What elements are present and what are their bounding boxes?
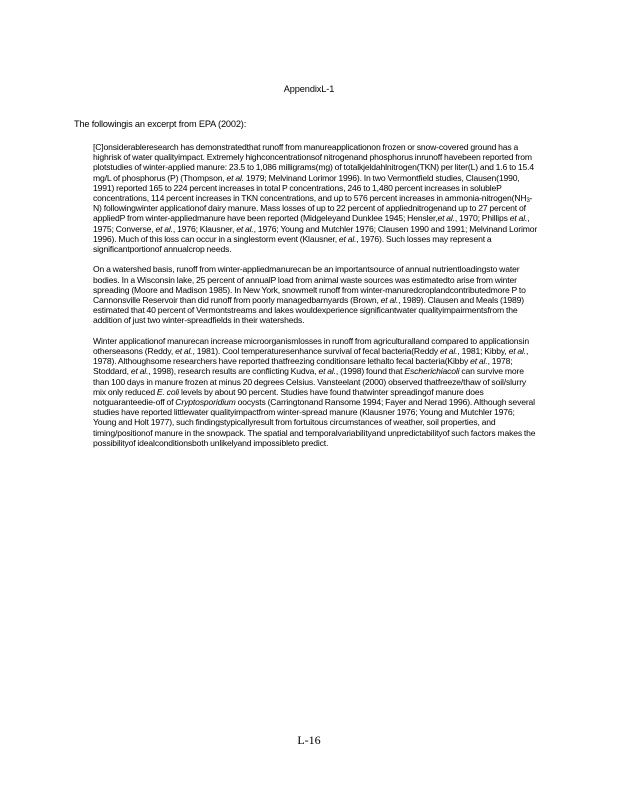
page-number: L-16 — [297, 733, 321, 747]
excerpt-paragraph-1: [C]onsiderableresearch has demonstratedthat runoff from manureapplicationon frozen or snow-covered ground has a highrisk of water qualityimpact. Extremely highconcentrationsof nitrogenand phosphorus inrunoff havebeen reported from plotstudies of winter-applied manure: 23.5 to 1,086 milligrams(mg) of totalkjeldahlnitrogen(TKN) per liter(L) and 1.6 to 15.4 mg/L of phosphorus (P) (Thompson, et al. 1979; Melvinand Lorimor 1996). In two Vermontfield studies, Clausen(1990, 1991) reported 165 to 224 percent increases in total P concentrations, 246 to 1,480 percent increases in solubleP concentrations, 114 percent increases in TKN concentrations, and up to 576 percent increases in ammonia-$nitrogen(NH_3-N)$ followingwinter applicationof dairy manure. Mass losses of up to 22 percent of appliednitrogenand up to 27 percent of appliedP from winter-appliedmanure have been reported (Midgeleyand Dunklee 1945; Hensler,et al., 1970; Phillips et al., 1975; Converse, et al., 1976; Klausner, et al., 1976; Young and Mutchler 1976; Clausen 1990 and 1991; Melvinand Lorimor 1996). Much of this loss can occur in a singlestorm event (Klausner, et al., 1976). Such losses may represent a significantportionof annualcrop needs. — [93, 142, 538, 255]
excerpt-paragraph-2: On a watershed basis, runoff from winter-appliedmanurecan be an importantsource of annual nutrientloadingsto water bodies. In a Wisconsin lake, 25 percent of annualP load from animal waste sources was estimatedto arise from winter spreading (Moore and Madison 1985). In New York, snowmelt runoff from winter-manuredcroplandcontributedmore P to Cannonsville Reservoir than did runoff from poorly managedbarnyards (Brown, et al., 1989). Clausen and Meals (1989) estimated that 40 percent of Vermontstreams and lakes wouldexperience significantwater qualityimpairmentsfrom the addition of just two winter-spreadfields in their watersheds. — [93, 264, 526, 326]
excerpt-paragraph-3: Winter applicationof manurecan increase microorganismlosses in runoff from agriculturalland compared to applicationsin otherseasons (Reddy, et al., 1981). Cool temperaturesenhance survival of fecal bacteria(Reddy et al., 1981; Kibby, et al., 1978). Althoughsome researchers have reported thatfreezing conditionsare lethalto fecal bacteria(Kibby et al., 1978; Stoddard, et al., 1998), research results are conflicting Kudva, et al., (1998) found that Escherichiacoli can survive more than 100 days in manure frozen at minus 20 degrees Celsius. Vansteelant (2000) observed thatfreeze/thaw of soil/slurry mix only reduced E. coli levels by about 90 percent. Studies have found thatwinter spreadingof manure does notguaranteedie-off of Cryptosporidium oocysts (Carringtonand Ransome 1994; Fayer and Nerad 1996). Although several studies have reported littlewater qualityimpactfrom winter-spread manure (Klausner 1976; Young and Mutchler 1976; Young and Holt 1977), such findingstypicallyresult from fortuitous circumstances of weather, soil properties, and timing/positionof manure in the snowpack. The spatial and temporalvariabilityand unpredictabilityof such factors makes the possibilityof idealconditionsboth unlikelyand impossibleto predict. — [93, 335, 536, 448]
appendix-title: AppendixL-1 — [283, 84, 335, 94]
intro-line: The followingis an excerpt from EPA (2002): — [74, 119, 247, 129]
epa-excerpt — [93, 142, 538, 458]
